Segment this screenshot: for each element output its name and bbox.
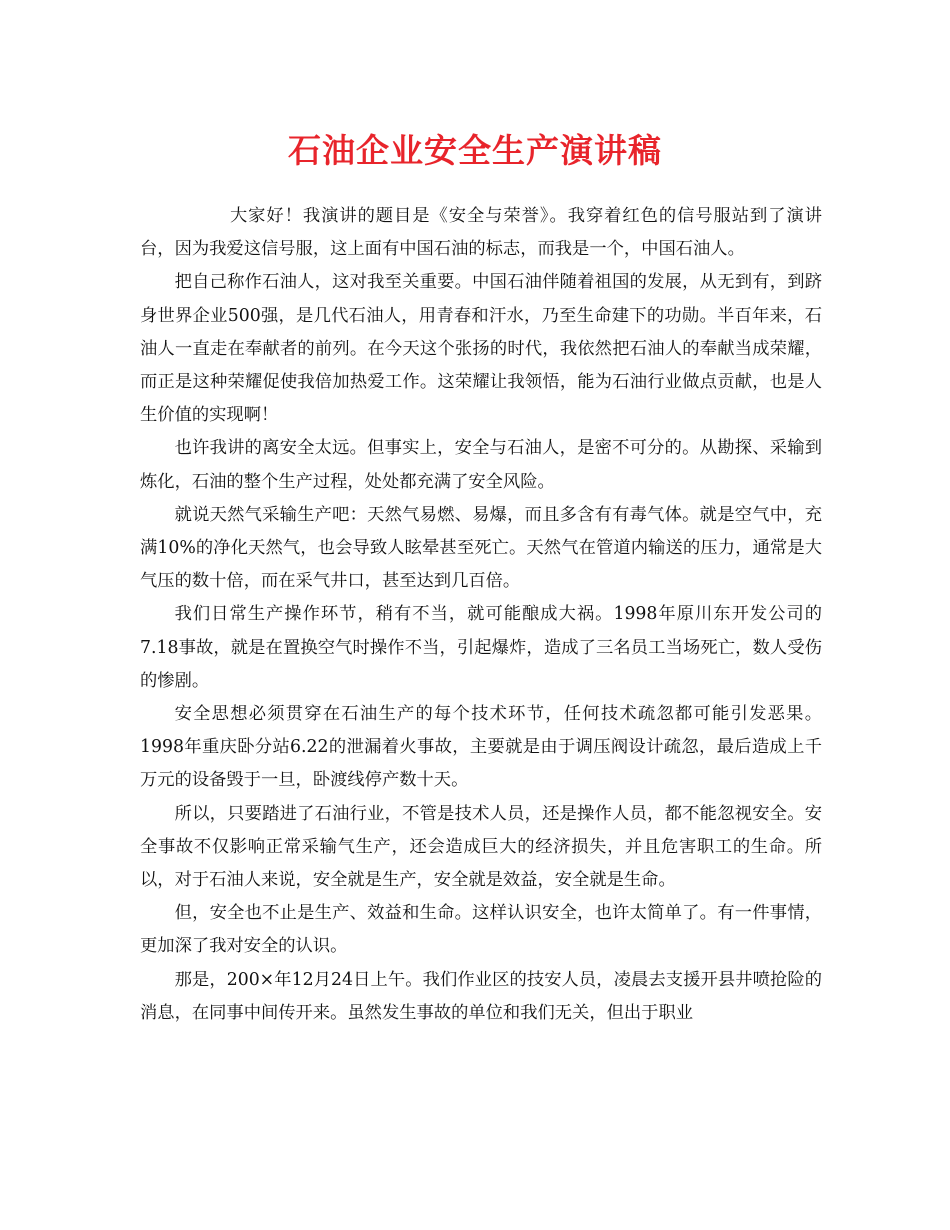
paragraph-5: 我们日常生产操作环节，稍有不当，就可能酿成大祸。1998年原川东开发公司的7.18事故，就是在置换空气时操作不当，引起爆炸，造成了三名员工当场死亡，数人受伤的惨剧。 xyxy=(140,604,822,691)
document-title: 石油企业安全生产演讲稿 xyxy=(288,131,662,170)
paragraph-7: 所以，只要踏进了石油行业，不管是技术人员，还是操作人员，都不能忽视安全。安全事故不仅影响正常采输气生产，还会造成巨大的经济损失，并且危害职工的生命。所以，对于石油人来说，安全就是生产，安全就是效益，安全就是生命。 xyxy=(140,803,822,891)
paragraph-3: 也许我讲的离安全太远。但事实上，安全与石油人，是密不可分的。从勘探、采输到炼化，石油的整个生产过程，处处都充满了安全风险。 xyxy=(140,438,822,492)
paragraph-6: 安全思想必须贯穿在石油生产的每个技术环节，任何技术疏忽都可能引发恶果。1998年重庆卧分站6.22的泄漏着火事故，主要就是由于调压阀设计疏忽，最后造成上千万元的设备毁于一旦，卧渡线停产数十天。 xyxy=(140,704,822,791)
paragraph-8: 但，安全也不止是生产、效益和生命。这样认识安全，也许太简单了。有一件事情，更加深了我对安全的认识。 xyxy=(140,903,822,957)
paragraph-1: 大家好！我演讲的题目是《安全与荣誉》。我穿着红色的信号服站到了演讲台，因为我爱这信号服，这上面有中国石油的标志，而我是一个，中国石油人。 xyxy=(140,206,822,260)
paragraph-4: 就说天然气采输生产吧：天然气易燃、易爆，而且多含有有毒气体。就是空气中，充满10%的净化天然气，也会导致人眩晕甚至死亡。天然气在管道内输送的压力，通常是大气压的数十倍，而在采气井口，甚至达到几百倍。 xyxy=(140,504,822,592)
document-body xyxy=(140,200,822,1030)
paragraph-9: 那是，200×年12月24日上午。我们作业区的技安人员，凌晨去支援开县井喷抢险的消息，在同事中间传开来。虽然发生事故的单位和我们无关，但出于职业 xyxy=(140,969,822,1023)
paragraph-2: 把自己称作石油人，这对我至关重要。中国石油伴随着祖国的发展，从无到有，到跻身世界企业500强，是几代石油人，用青春和汗水，乃至生命建下的功勋。半百年来，石油人一直走在奉献者的前列。在今天这个张扬的时代，我依然把石油人的奉献当成荣耀，而正是这种荣耀促使我倍加热爱工作。这荣耀让我领悟，能为石油行业做点贡献，也是人生价值的实现啊！ xyxy=(140,272,822,426)
